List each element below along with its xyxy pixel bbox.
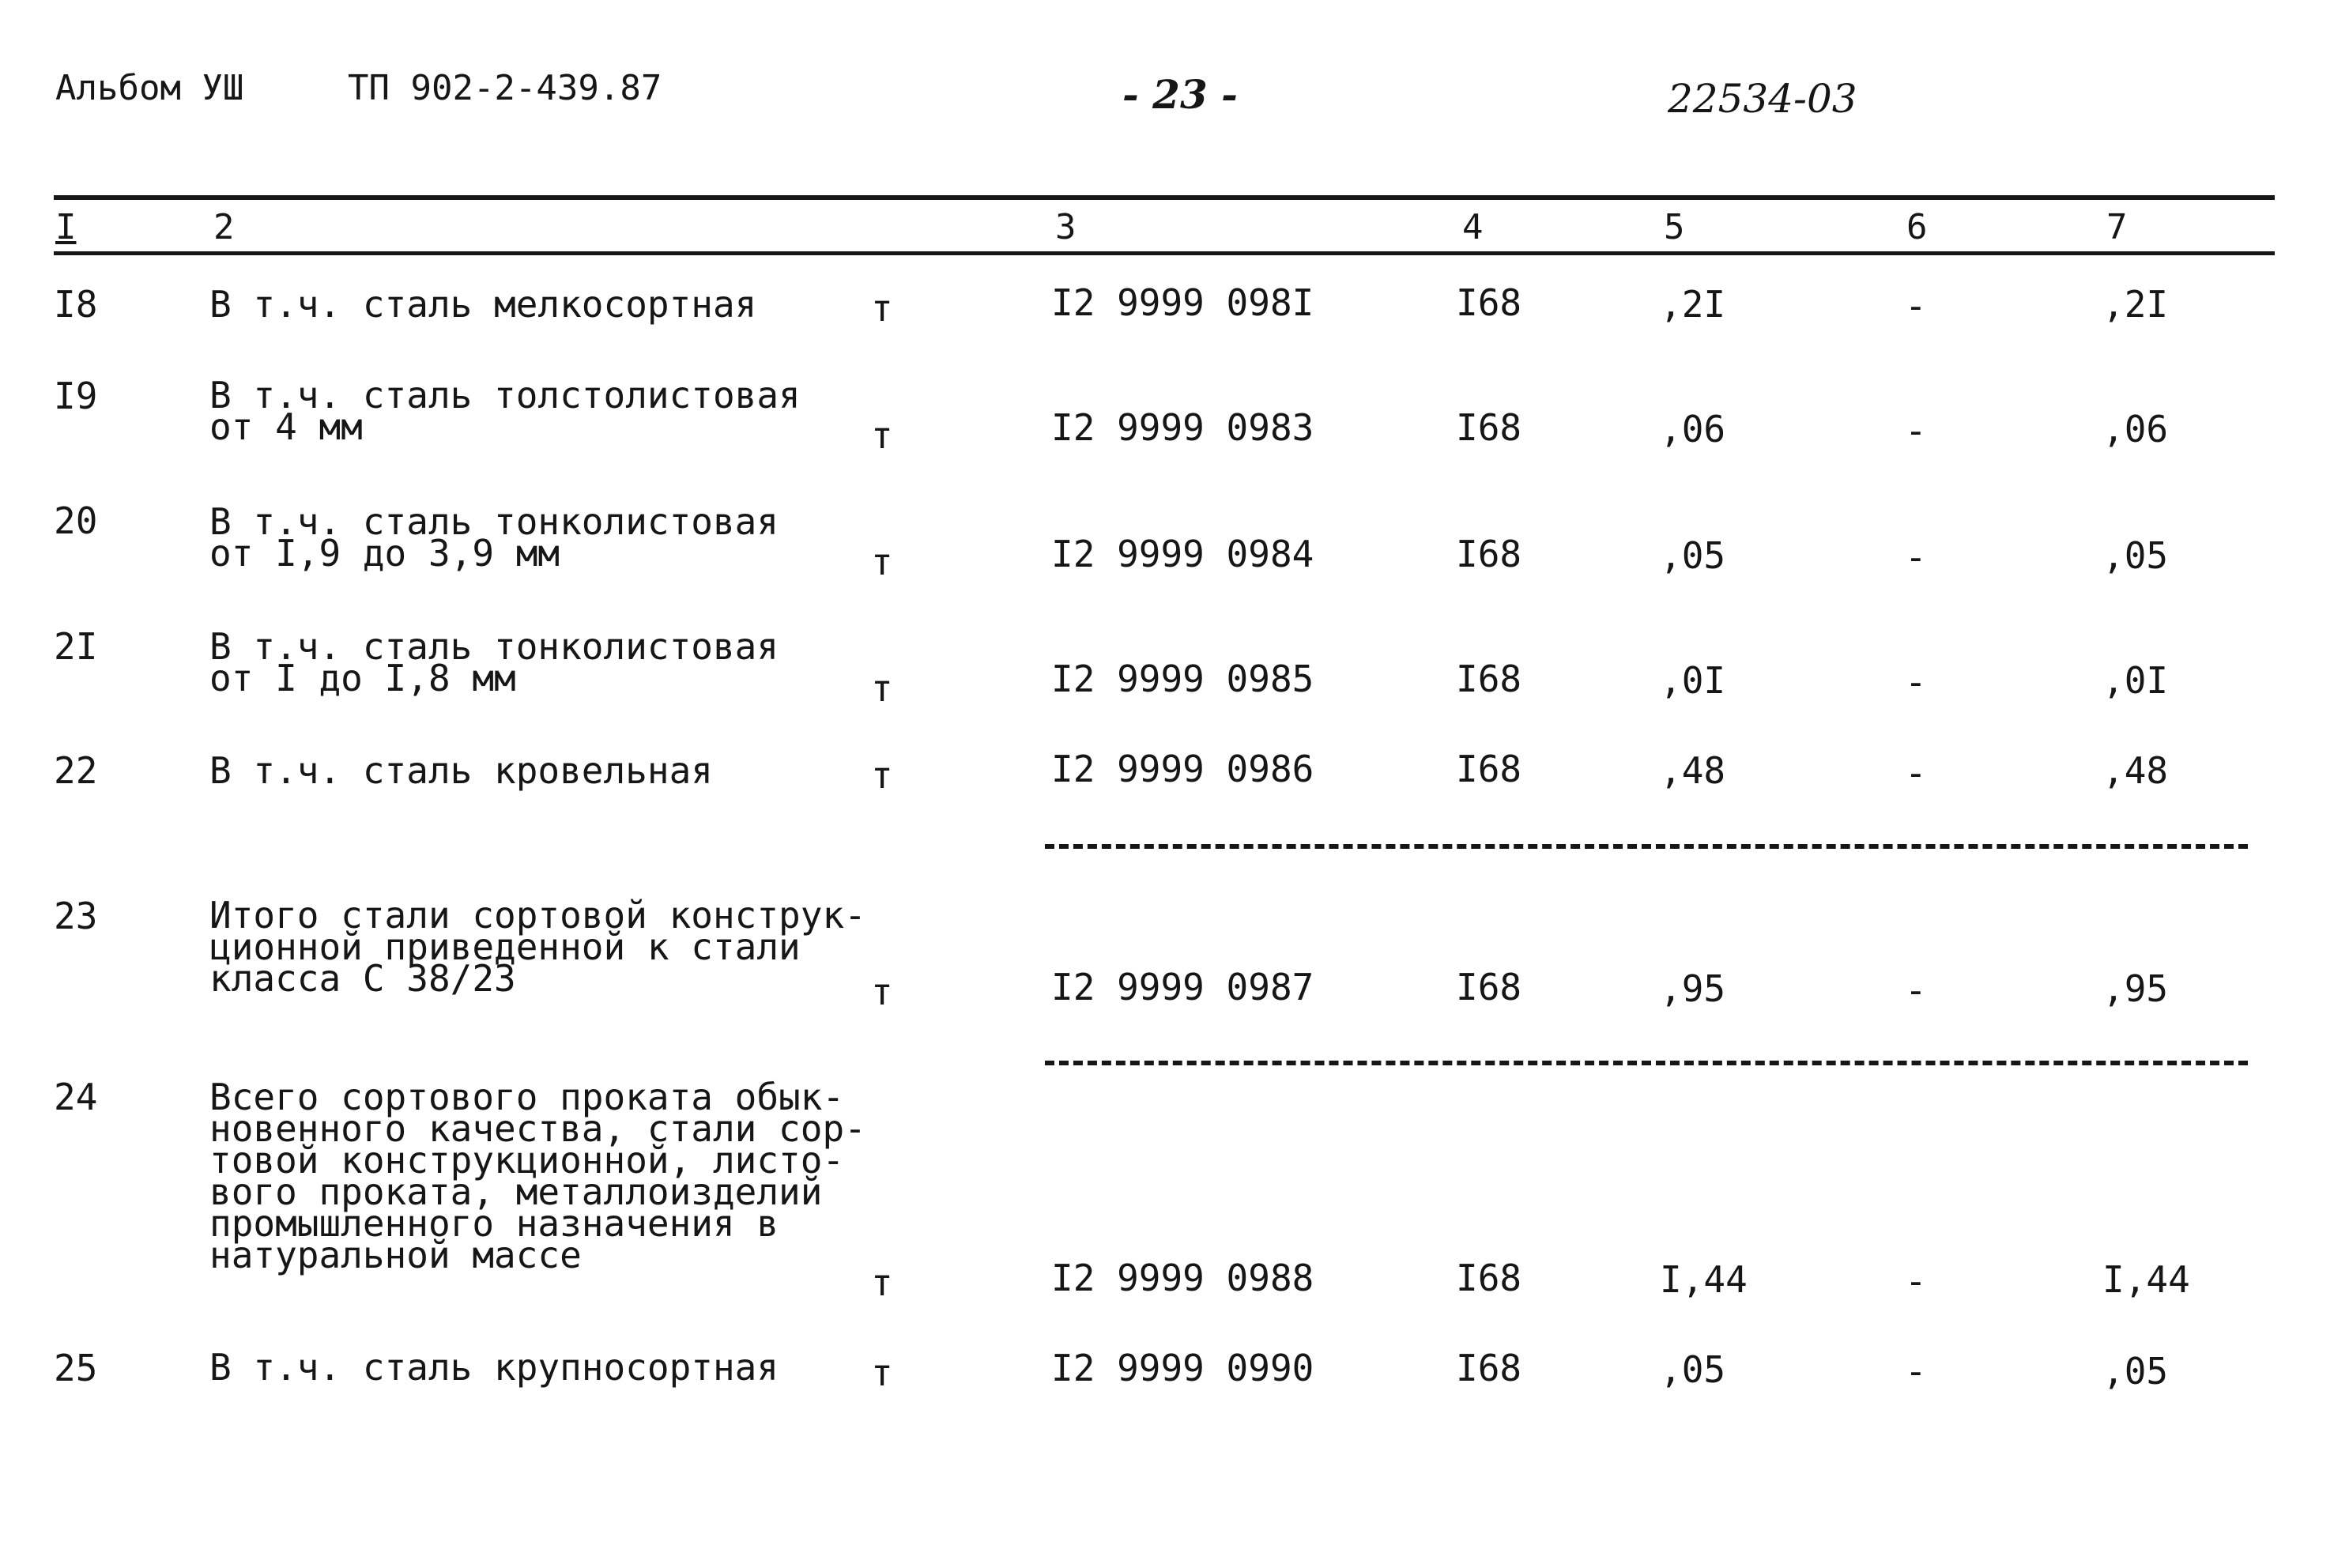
- row-col6: -: [1905, 661, 1927, 703]
- row-col4: I68: [1456, 658, 1522, 700]
- row-col6: -: [1905, 1260, 1927, 1302]
- column-header-6: 6: [1906, 207, 1928, 247]
- row-col7: ,05: [2102, 1350, 2169, 1393]
- row-col7: ,95: [2102, 967, 2169, 1010]
- row-code: I2 9999 0986: [1051, 748, 1314, 790]
- row-col5: ,48: [1660, 749, 1726, 792]
- row-col4: I68: [1456, 748, 1522, 790]
- row-number: 2I: [54, 625, 98, 668]
- dashed-separator: [1045, 844, 2248, 849]
- row-name: В т.ч. сталь тонколистовая от I до I,8 мм: [209, 625, 779, 699]
- row-col4: I68: [1456, 1347, 1522, 1389]
- row-unit: т: [871, 971, 893, 1013]
- row-col7: ,0I: [2102, 659, 2169, 702]
- row-name: В т.ч. сталь кровельная: [209, 749, 713, 792]
- row-col7: ,48: [2102, 749, 2169, 792]
- row-col5: ,05: [1660, 1348, 1726, 1391]
- row-name: В т.ч. сталь крупносортная: [209, 1346, 779, 1389]
- row-number: 22: [54, 749, 98, 792]
- row-col6: -: [1905, 752, 1927, 794]
- album-label: Альбом УШ: [55, 68, 244, 108]
- row-unit: т: [871, 414, 893, 457]
- row-name: В т.ч. сталь мелкосортная: [209, 283, 757, 326]
- row-col6: -: [1905, 969, 1927, 1012]
- row-col5: ,0I: [1660, 659, 1726, 702]
- row-code: I2 9999 0985: [1051, 658, 1314, 700]
- dashed-separator: [1045, 1061, 2248, 1065]
- row-name: Всего сортового проката обык- новенного качества, стали сор- товой конструкционной, листо- вого проката, металлоизделий промышленного назначения в натуральной массе: [209, 1076, 866, 1276]
- row-code: I2 9999 0990: [1051, 1347, 1314, 1389]
- row-col6: -: [1905, 285, 1927, 327]
- row-col7: ,06: [2102, 408, 2169, 450]
- row-col5: ,2I: [1660, 283, 1726, 326]
- table-top-rule: [54, 195, 2275, 200]
- row-unit: т: [871, 541, 893, 583]
- column-header-7: 7: [2106, 207, 2128, 247]
- column-header-2: 2: [213, 207, 235, 247]
- row-name: В т.ч. сталь толстолистовая от 4 мм: [209, 374, 801, 448]
- row-col5: ,05: [1660, 534, 1726, 577]
- column-header-4: 4: [1462, 207, 1484, 247]
- row-col4: I68: [1456, 533, 1522, 575]
- row-code: I2 9999 0983: [1051, 406, 1314, 449]
- row-unit: т: [871, 667, 893, 710]
- row-code: I2 9999 0984: [1051, 533, 1314, 575]
- row-col6: -: [1905, 1350, 1927, 1393]
- row-number: I8: [54, 283, 98, 326]
- row-col7: ,2I: [2102, 283, 2169, 326]
- column-header-1: I: [55, 207, 77, 247]
- row-number: 24: [54, 1076, 98, 1118]
- row-code: I2 9999 098I: [1051, 281, 1314, 324]
- document-number: 22534-03: [1668, 76, 1857, 122]
- row-col6: -: [1905, 409, 1927, 452]
- row-unit: т: [871, 754, 893, 797]
- row-col5: ,06: [1660, 408, 1726, 450]
- row-unit: т: [871, 287, 893, 330]
- row-name: В т.ч. сталь тонколистовая от I,9 до 3,9 мм: [209, 500, 779, 575]
- column-header-3: 3: [1055, 207, 1077, 247]
- row-number: 20: [54, 499, 98, 542]
- row-col5: ,95: [1660, 967, 1726, 1010]
- row-col4: I68: [1456, 1257, 1522, 1299]
- project-code: ТП 902-2-439.87: [348, 68, 662, 108]
- row-col7: ,05: [2102, 534, 2169, 577]
- page-number: - 23 -: [1122, 71, 1238, 118]
- row-code: I2 9999 0988: [1051, 1257, 1314, 1299]
- row-col5: I,44: [1660, 1258, 1748, 1301]
- row-col6: -: [1905, 536, 1927, 579]
- row-number: I9: [54, 375, 98, 417]
- table-header-rule: [54, 251, 2275, 255]
- row-number: 23: [54, 895, 98, 937]
- row-unit: т: [871, 1261, 893, 1304]
- row-number: 25: [54, 1347, 98, 1389]
- column-header-5: 5: [1664, 207, 1685, 247]
- row-unit: т: [871, 1351, 893, 1394]
- row-col4: I68: [1456, 406, 1522, 449]
- row-code: I2 9999 0987: [1051, 966, 1314, 1008]
- row-col7: I,44: [2102, 1258, 2190, 1301]
- row-name: Итого стали сортовой конструк- ционной приведенной к стали класса С 38/23: [209, 894, 866, 1000]
- row-col4: I68: [1456, 966, 1522, 1008]
- row-col4: I68: [1456, 281, 1522, 324]
